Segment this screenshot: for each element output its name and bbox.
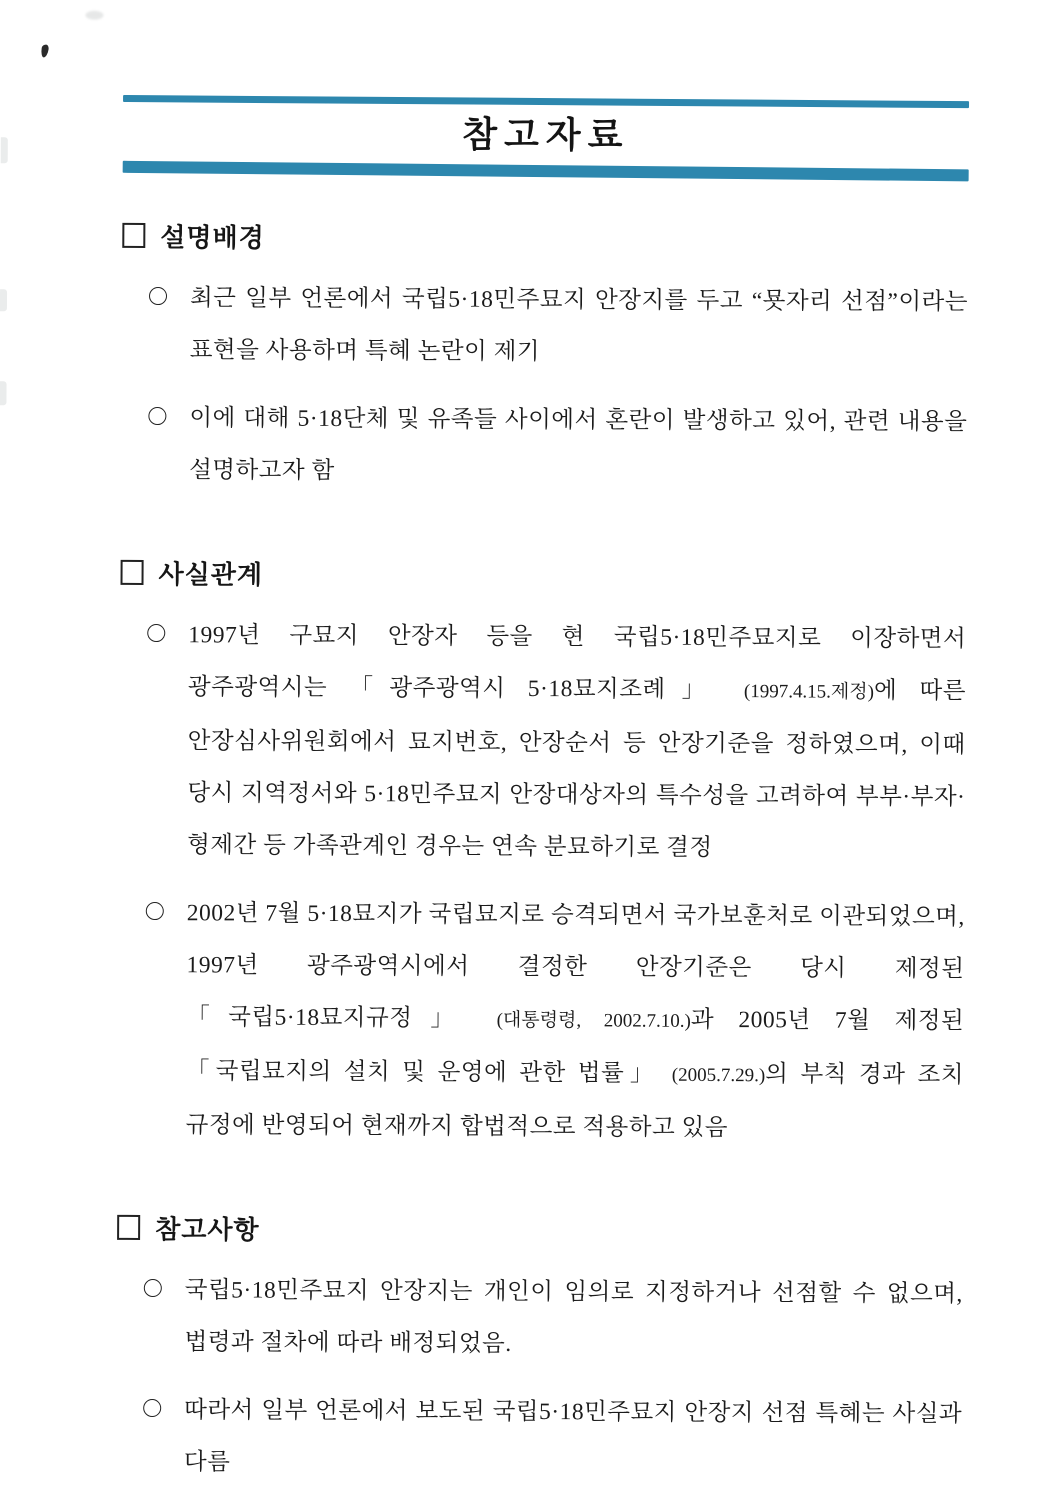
section-heading <box>122 216 968 257</box>
section-heading-text: 참고사항 <box>155 1214 260 1245</box>
circle-bullet-icon <box>146 902 164 920</box>
bullet-text-small-segment: (1997.4.15.제정) <box>743 680 875 703</box>
bullet-item <box>119 608 966 874</box>
scan-artifact <box>85 11 103 20</box>
bullet-text <box>190 272 969 380</box>
scan-artifact <box>0 289 7 311</box>
bullet-item <box>122 271 969 379</box>
bullet-text <box>189 392 968 500</box>
bullet-text-small-segment: (대통령령, 2002.7.10.) <box>496 1009 691 1032</box>
title-bottom-rule <box>123 160 969 181</box>
bullet-item <box>118 886 965 1154</box>
section-heading <box>120 553 966 594</box>
bullet-item <box>116 1263 963 1371</box>
scan-artifact <box>0 381 7 405</box>
square-bullet-icon <box>117 1214 140 1239</box>
square-bullet-icon <box>121 559 144 584</box>
section-heading-text: 사실관계 <box>158 559 264 590</box>
square-bullet-icon <box>122 222 145 247</box>
bullet-text <box>186 887 965 1155</box>
bullet-text-segment: 과 2005년 7월 제정된 「국립묘지의 설치 및 운영에 관한 법률」 <box>185 1006 965 1087</box>
document-section <box>116 1208 963 1491</box>
circle-bullet-icon <box>148 407 166 425</box>
bullet-list <box>118 608 967 1154</box>
bullet-list <box>116 1263 963 1491</box>
circle-bullet-icon <box>149 287 167 305</box>
bullet-text-segment: 2002년 7월 5·18묘지가 국립묘지로 승격되면서 국가보훈처로 이관되었으며, 1997년 광주광역시에서 결정한 안장기준은 당시 제정된 「국립5·18묘지규정」 <box>186 899 965 1032</box>
section-heading-text: 설명배경 <box>160 222 265 253</box>
circle-bullet-icon <box>143 1399 161 1417</box>
bullet-list <box>121 271 968 499</box>
bullet-text-small-segment: (2005.7.29.) <box>671 1064 766 1086</box>
document-section <box>118 553 967 1154</box>
bullet-text-segment: 에 따른 안장심사위원회에서 묘지번호, 안장순서 등 안장기준을 정하였으며, 이때 당시 지역정서와 5·18민주묘지 안장대상자의 특수성을 고려하여 부부·부자·형제간 등 가족관계인 경우는 연속 분묘하기로 결정 <box>187 677 967 861</box>
document-title: 참고자료 <box>462 113 630 156</box>
circle-bullet-icon <box>147 624 165 642</box>
scan-artifact <box>1 137 8 163</box>
document-section <box>121 216 968 499</box>
bullet-text-segment: 1997년 구묘지 안장자 등을 현 국립5·18민주묘지로 이장하면서 광주광역시는 「광주광역시 5·18묘지조례」 <box>187 621 967 703</box>
bullet-text <box>184 1264 963 1372</box>
title-top-rule <box>123 95 969 108</box>
bullet-text <box>184 1384 963 1492</box>
bullet-text-segment: 의 부칙 경과 조치 규정에 반영되어 현재까지 합법적으로 적용하고 있음 <box>185 1060 965 1141</box>
bullet-text-segment: 국립5·18민주묘지 안장지는 개인이 임의로 지정하거나 선점할 수 없으며, 법령과 절차에 따라 배정되었음. <box>184 1276 963 1357</box>
bullet-item <box>121 391 968 499</box>
bullet-text <box>187 609 966 875</box>
circle-bullet-icon <box>144 1279 162 1297</box>
bullet-item <box>116 1383 963 1491</box>
section-heading <box>117 1208 963 1249</box>
bullet-text-segment: 최근 일부 언론에서 국립5·18민주묘지 안장지를 두고 “묫자리 선점”이라는 표현을 사용하며 특혜 논란이 제기 <box>189 284 969 365</box>
title-block <box>123 96 969 179</box>
document-body <box>116 216 969 1491</box>
bullet-text-segment: 이에 대해 5·18단체 및 유족들 사이에서 혼란이 발생하고 있어, 관련 내용을 설명하고자 함 <box>189 404 968 484</box>
bullet-text-segment: 따라서 일부 언론에서 보도된 국립5·18민주묘지 안장지 선점 특혜는 사실과 다름 <box>183 1396 963 1476</box>
scan-artifact <box>40 44 49 58</box>
